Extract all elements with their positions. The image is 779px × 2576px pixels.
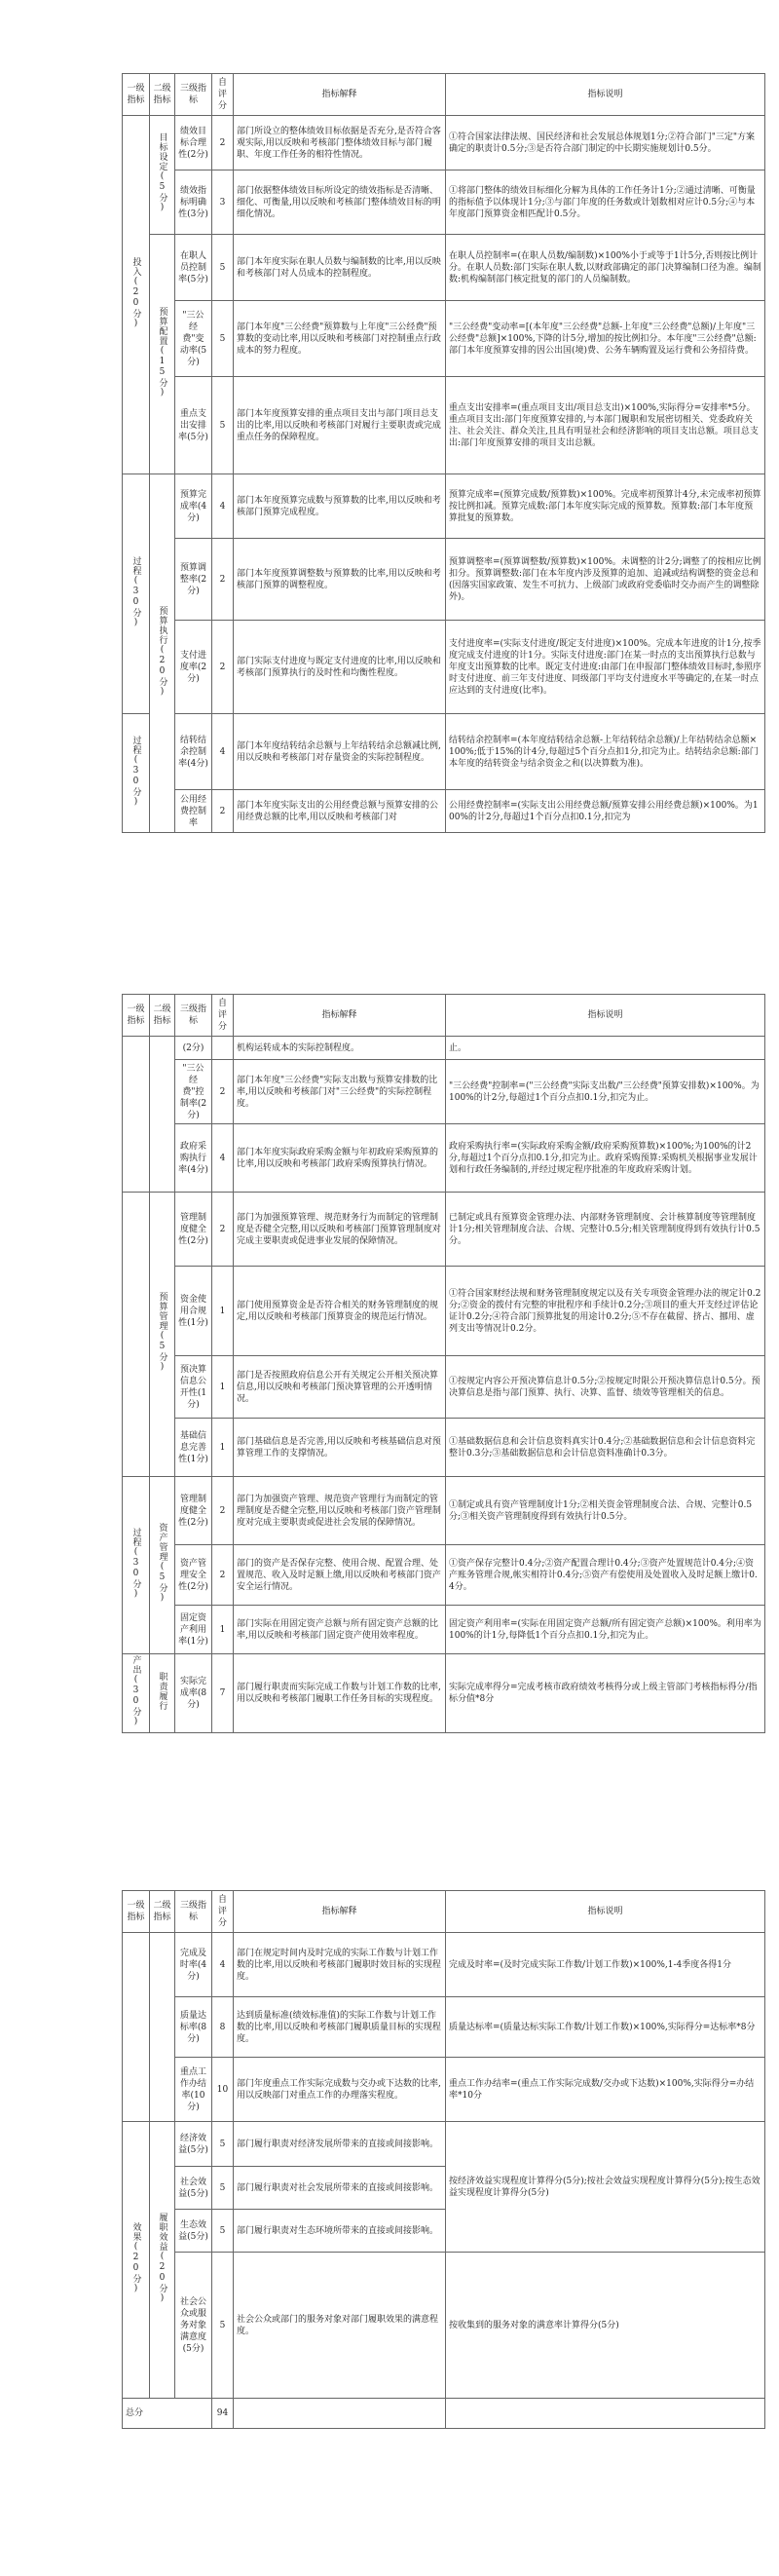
header-level2: 二级指标 — [150, 74, 175, 116]
score-cell: 5 — [212, 2122, 234, 2167]
total-explain — [234, 2399, 446, 2429]
level3-cell: 管理制度健全性(2分) — [175, 1477, 212, 1545]
explain-cell: 部门是否按照政府信息公开有关规定公开相关预决算信息,用以反映和考核部门预决算管理的公开透明情况。 — [234, 1356, 446, 1419]
table-row — [123, 2122, 765, 2167]
explain-cell: 部门依据整体绩效目标所设定的绩效指标是否清晰、细化、可衡量,用以反映和考核部门整体绩效目标的明细化情况。 — [234, 170, 446, 235]
header-explain: 指标解释 — [234, 995, 446, 1037]
explain-cell: 部门履行职责对生态环境所带来的直接或间接影响。 — [234, 2210, 446, 2253]
level3-cell: 管理制度健全性(2分) — [175, 1193, 212, 1267]
level2-cell: 预算执行(20分) — [150, 474, 175, 833]
table-row — [123, 301, 765, 377]
level3-cell: 资金使用合规性(1分) — [175, 1267, 212, 1356]
table-row — [123, 621, 765, 714]
explain-cell: 部门在规定时间内及时完成的实际工作数与计划工作数的比率,用以反映和考核部门履职时效目标的实现程度。 — [234, 1933, 446, 1997]
level1-cell — [123, 1933, 150, 2122]
desc-cell: 实际完成率得分=完成考核市政府绩效考核得分或上级主管部门考核指标得分/指标分值*8分 — [446, 1654, 765, 1733]
level2-cell: 目标设定(5分) — [150, 116, 175, 235]
score-cell: 4 — [212, 714, 234, 790]
desc-cell: 质量达标率=(质量达标实际工作数/计划工作数)×100%,实际得分=达标率*8分 — [446, 1997, 765, 2058]
level3-cell: 经济效益(5分) — [175, 2122, 212, 2167]
evaluation-table-2 — [122, 994, 765, 1733]
header-level3: 三级指标 — [175, 74, 212, 116]
level3-cell: 公用经费控制率 — [175, 790, 212, 833]
level3-cell: 预算完成率(4分) — [175, 474, 212, 539]
table-row — [123, 1267, 765, 1356]
table-row — [123, 1037, 765, 1060]
desc-cell: 重点工作办结率=(重点工作实际完成数/交办或下达数)×100%,实际得分=办结率*10分 — [446, 2058, 765, 2122]
explain-cell: 部门所设立的整体绩效目标依据是否充分,是否符合客观实际,用以反映和考核部门整体绩效目标与部门履职、年度工作任务的相符性情况。 — [234, 116, 446, 170]
table-row — [123, 1193, 765, 1267]
table-section-3 — [122, 1890, 764, 2429]
level3-cell: 重点工作办结率(10分) — [175, 2058, 212, 2122]
explain-cell: 部门使用预算资金是否符合相关的财务管理制度的规定,用以反映和考核部门预算资金的规范运行情况。 — [234, 1267, 446, 1356]
header-desc: 指标说明 — [446, 74, 765, 116]
table-row — [123, 2058, 765, 2122]
score-cell: 2 — [212, 790, 234, 833]
level1-cell: 产出(30分) — [123, 1654, 150, 1733]
desc-cell: 按经济效益实现程度计算得分(5分);按社会效益实现程度计算得分(5分);按生态效益实现程度计算得分(5分) — [446, 2122, 765, 2253]
table-row — [123, 377, 765, 474]
desc-cell: 政府采购执行率=(实际政府采购金额/政府采购预算数)×100%;为100%的计2分,每超过1个百分点扣0.1分,扣完为止。政府采购预算:采购机关根据事业发展计划和行政任务编制的,并经过规定程序批准的年度政府采购计划。 — [446, 1124, 765, 1193]
desc-cell: 预算完成率=(预算完成数/预算数)×100%。完成率初预算计4分,未完成率初预算按比例扣减。预算完成数:部门本年度实际完成的预算数。预算数:部门本年度预算批复的预算数。 — [446, 474, 765, 539]
evaluation-table-1 — [122, 73, 765, 833]
level3-cell: 资产管理安全性(2分) — [175, 1545, 212, 1606]
table-row — [123, 539, 765, 621]
header-level1: 一级指标 — [123, 74, 150, 116]
table-row — [123, 790, 765, 833]
table-row — [123, 1933, 765, 1997]
score-cell: 1 — [212, 1267, 234, 1356]
level3-cell: 社会公众或服务对象满意度(5分) — [175, 2253, 212, 2399]
desc-cell: 已制定或具有预算资金管理办法、内部财务管理制度、会计核算制度等管理制度计1分;相关管理制度合法、合规、完整计0.5分;相关管理制度得到有效执行计0.5分。 — [446, 1193, 765, 1267]
level1-cell: 过程(30分) — [123, 1477, 150, 1654]
score-cell: 5 — [212, 377, 234, 474]
level3-cell: 社会效益(5分) — [175, 2167, 212, 2210]
score-cell — [212, 1037, 234, 1060]
desc-cell: 重点支出安排率=(重点项目支出/项目总支出)×100%,实际得分=安排率*5分。重点项目支出:部门年度预算安排的,与本部门履职和发展密切相关、党委政府关注、社会关注、群众关注,且具有明显社会和经济影响的项目支出总额。项目总支出:部门年度预算安排的项目支出总额。 — [446, 377, 765, 474]
header-level2: 二级指标 — [150, 995, 175, 1037]
total-label: 总分 — [123, 2399, 212, 2429]
desc-cell: 固定资产利用率=(实际在用固定资产总额/所有固定资产总额)×100%。利用率为100%的计1分,每降低1个百分点扣0.1分,扣完为止。 — [446, 1606, 765, 1654]
header-score: 自评分 — [212, 74, 234, 116]
desc-cell: ①基础数据信息和会计信息资料真实计0.4分;②基础数据信息和会计信息资料完整计0.3分;③基础数据信息和会计信息资料准确计0.3分。 — [446, 1419, 765, 1477]
score-cell: 1 — [212, 1419, 234, 1477]
desc-cell: ①将部门整体的绩效目标细化分解为具体的工作任务计1分;②通过清晰、可衡量的指标值予以体现计1分;③与部门年度的任务数或计划数相对应计0.5分;④与本年度部门预算资金相匹配计0.5分。 — [446, 170, 765, 235]
table-row — [123, 714, 765, 790]
explain-cell: 部门本年度实际在职人员数与编制数的比率,用以反映和考核部门对人员成本的控制程度。 — [234, 235, 446, 301]
table-header-row — [123, 74, 765, 116]
header-score: 自评分 — [212, 1891, 234, 1933]
level3-cell: 生态效益(5分) — [175, 2210, 212, 2253]
header-level1: 一级指标 — [123, 1891, 150, 1933]
score-cell: 5 — [212, 2253, 234, 2399]
desc-cell: 完成及时率=(及时完成实际工作数/计划工作数)×100%,1-4季度各得1分 — [446, 1933, 765, 1997]
explain-cell: 部门本年度实际政府采购金额与年初政府采购预算的比率,用以反映和考核部门政府采购预算执行情况。 — [234, 1124, 446, 1193]
table-row — [123, 1654, 765, 1733]
explain-cell: 机构运转成本的实际控制程度。 — [234, 1037, 446, 1060]
level3-cell: 质量达标率(8分) — [175, 1997, 212, 2058]
table-section-1 — [122, 73, 764, 833]
level3-cell: 绩效目标合理性(2分) — [175, 116, 212, 170]
table-row — [123, 170, 765, 235]
score-cell: 10 — [212, 2058, 234, 2122]
total-desc — [446, 2399, 765, 2429]
score-cell: 4 — [212, 1124, 234, 1193]
evaluation-table-3 — [122, 1890, 765, 2429]
header-level2: 二级指标 — [150, 1891, 175, 1933]
level3-cell: 政府采购执行率(4分) — [175, 1124, 212, 1193]
explain-cell: 社会公众或部门的服务对象对部门履职效果的满意程度。 — [234, 2253, 446, 2399]
explain-cell: 部门本年度预算调整数与预算数的比率,用以反映和考核部门预算的调整程度。 — [234, 539, 446, 621]
table-header-row — [123, 995, 765, 1037]
score-cell: 2 — [212, 1545, 234, 1606]
level1-cell: 过程(30分) — [123, 474, 150, 714]
level3-cell: 支付进度率(2分) — [175, 621, 212, 714]
score-cell: 2 — [212, 539, 234, 621]
header-score: 自评分 — [212, 995, 234, 1037]
level3-cell: 固定资产利用率(1分) — [175, 1606, 212, 1654]
header-level1: 一级指标 — [123, 995, 150, 1037]
level1-cell: 效果(20分) — [123, 2122, 150, 2399]
level3-cell: 重点支出安排率(5分) — [175, 377, 212, 474]
level2-cell: 履职效益(20分) — [150, 2122, 175, 2399]
level3-cell: 实际完成率(8分) — [175, 1654, 212, 1733]
desc-cell: ①符合国家财经法规和财务管理制度规定以及有关专项资金管理办法的规定计0.2分;②资金的拨付有完整的审批程序和手续计0.2分;③项目的重大开支经过评估论证计0.2分;④符合部门预算批复的用途计0.2分;⑤不存在截留、挤占、挪用、虚列支出等情况计0.2分。 — [446, 1267, 765, 1356]
score-cell: 5 — [212, 301, 234, 377]
table-row — [123, 235, 765, 301]
table-row — [123, 474, 765, 539]
explain-cell: 部门本年度"三公经费"实际支出数与预算安排数的比率,用以反映和考核部门对"三公经费"的实际控制程度。 — [234, 1060, 446, 1124]
level2-cell: 预算配置(15分) — [150, 235, 175, 474]
level1-cell — [123, 1037, 150, 1193]
explain-cell: 部门履行职责而实际完成工作数与计划工作数的比率,用以反映和考核部门履职工作任务目标的实现程度。 — [234, 1654, 446, 1733]
desc-cell: 结转结余控制率=(本年度结转结余总额-上年结转结余总额)/上年结转结余总额×100%;低于15%的计4分,每超过5个百分点扣1分,扣完为止。结转结余总额:部门本年度的结转资金与结余资金之和(以决算数为准)。 — [446, 714, 765, 790]
table-row — [123, 1997, 765, 2058]
desc-cell: 止。 — [446, 1037, 765, 1060]
desc-cell: "三公经费"变动率=[(本年度"三公经费"总额-上年度"三公经费"总额)/上年度"三公经费"总额]×100%,下降的计5分,增加的按比例扣分。本年度"三公经费"总额:部门本年度预算安排的因公出国(境)费、公务车辆购置及运行费和公务招待费。 — [446, 301, 765, 377]
level3-cell: 基础信息完善性(1分) — [175, 1419, 212, 1477]
level3-cell: "三公经费"控制率(2分) — [175, 1060, 212, 1124]
table-header-row — [123, 1891, 765, 1933]
level3-cell: 结转结余控制率(4分) — [175, 714, 212, 790]
explain-cell: 部门年度重点工作实际完成数与交办或下达数的比率,用以反映部门对重点工作的办理落实程度。 — [234, 2058, 446, 2122]
desc-cell: 支付进度率=(实际支付进度/既定支付进度)×100%。完成本年进度的计1分,按季度完成支付进度的计1分。实际支付进度:部门在某一时点的支出预算执行总数与年度支出预算数的比率。既定支付进度:由部门在申报部门整体绩效目标时,参照序时支付进度、前三年支付进度、同级部门平均支付进度水平等确定的,在某一时点应达到的支付进度(比率)。 — [446, 621, 765, 714]
desc-cell: ①制定或具有资产管理制度计1分;②相关资金管理制度合法、合规、完整计0.5分;③相关资产管理制度得到有效执行计0.5分。 — [446, 1477, 765, 1545]
header-level3: 三级指标 — [175, 1891, 212, 1933]
table-row — [123, 116, 765, 170]
desc-cell: ①按规定内容公开预决算信息计0.5分;②按规定时限公开预决算信息计0.5分。预决算信息是指与部门预算、执行、决算、监督、绩效等管理相关的信息。 — [446, 1356, 765, 1419]
explain-cell: 部门基础信息是否完善,用以反映和考核基础信息对预算管理工作的支撑情况。 — [234, 1419, 446, 1477]
score-cell: 5 — [212, 2167, 234, 2210]
explain-cell: 部门实际支付进度与既定支付进度的比率,用以反映和考核部门预算执行的及时性和均衡性程度。 — [234, 621, 446, 714]
explain-cell: 部门本年度预算完成数与预算数的比率,用以反映和考核部门预算完成程度。 — [234, 474, 446, 539]
level3-cell: (2分) — [175, 1037, 212, 1060]
level2-cell: 预算管理(5分) — [150, 1193, 175, 1477]
explain-cell: 部门的资产是否保存完整、使用合规、配置合理、处置规范、收入及时足额上缴,用以反映和考核部门资产安全运行情况。 — [234, 1545, 446, 1606]
level3-cell: 预决算信息公开性(1分) — [175, 1356, 212, 1419]
score-cell: 2 — [212, 1477, 234, 1545]
explain-cell: 部门为加强资产管理、规范资产管理行为而制定的管理制度是否健全完整,用以反映和考核部门资产管理制度对完成主要职责或促进社会发展的保障情况。 — [234, 1477, 446, 1545]
level1-cell-cont: 过程(30分) — [123, 714, 150, 833]
score-cell: 2 — [212, 621, 234, 714]
level3-cell: 绩效指标明确性(3分) — [175, 170, 212, 235]
level3-cell: 完成及时率(4分) — [175, 1933, 212, 1997]
header-desc: 指标说明 — [446, 1891, 765, 1933]
explain-cell: 部门履行职责对社会发展所带来的直接或间接影响。 — [234, 2167, 446, 2210]
table-row — [123, 1356, 765, 1419]
desc-cell: 在职人员控制率=(在职人员数/编制数)×100%小于或等于1计5分,否则按比例计分。在职人员数:部门实际在职人数,以财政部确定的部门决算编制口径为准。编制数:机构编制部门核定批复的部门的人员编制数。 — [446, 235, 765, 301]
header-level3: 三级指标 — [175, 995, 212, 1037]
score-cell: 2 — [212, 1193, 234, 1267]
table-row — [123, 1124, 765, 1193]
explain-cell: 部门本年度预算安排的重点项目支出与部门项目总支出的比率,用以反映和考核部门对履行主要职责或完成重点任务的保障程度。 — [234, 377, 446, 474]
level2-cell: 资产管理(5分) — [150, 1477, 175, 1654]
score-cell: 2 — [212, 1060, 234, 1124]
explain-cell: 部门本年度实际支出的公用经费总额与预算安排的公用经费总额的比率,用以反映和考核部门对 — [234, 790, 446, 833]
desc-cell: 预算调整率=(预算调整数/预算数)×100%。未调整的计2分;调整了的按相应比例扣分。预算调整数:部门在本年度内涉及预算的追加、追减或结构调整的资金总和(因落实国家政策、发生不可抗力、上级部门或政府党委临时交办而产生的调整除外)。 — [446, 539, 765, 621]
table-row — [123, 1419, 765, 1477]
explain-cell: 部门实际在用固定资产总额与所有固定资产总额的比率,用以反映和考核部门固定资产使用效率程度。 — [234, 1606, 446, 1654]
score-cell: 1 — [212, 1356, 234, 1419]
level1-cell: 投入(20分) — [123, 116, 150, 474]
level3-cell: 在职人员控制率(5分) — [175, 235, 212, 301]
header-explain: 指标解释 — [234, 1891, 446, 1933]
level2-cell: 职责履行 — [150, 1654, 175, 1733]
score-cell: 8 — [212, 1997, 234, 2058]
total-score: 94 — [212, 2399, 234, 2429]
desc-cell: 按收集到的服务对象的满意率计算得分(5分) — [446, 2253, 765, 2399]
level3-cell: 预算调整率(2分) — [175, 539, 212, 621]
score-cell: 3 — [212, 170, 234, 235]
desc-cell: 公用经费控制率=(实际支出公用经费总额/预算安排公用经费总额)×100%。为100%的计2分,每超过1个百分点扣0.1分,扣完为 — [446, 790, 765, 833]
score-cell: 1 — [212, 1606, 234, 1654]
header-explain: 指标解释 — [234, 74, 446, 116]
score-cell: 2 — [212, 116, 234, 170]
explain-cell: 达到质量标准(绩效标准值)的实际工作数与计划工作数的比率,用以反映和考核部门履职质量目标的实现程度。 — [234, 1997, 446, 2058]
level3-cell: "三公经费"变动率(5分) — [175, 301, 212, 377]
desc-cell: "三公经费"控制率=("三公经费"实际支出数/"三公经费"预算安排数)×100%。为100%的计2分,每超过1个百分点扣0.1分,扣完为止。 — [446, 1060, 765, 1124]
score-cell: 7 — [212, 1654, 234, 1733]
table-row — [123, 1477, 765, 1545]
level2-cell — [150, 1933, 175, 2122]
explain-cell: 部门履行职责对经济发展所带来的直接或间接影响。 — [234, 2122, 446, 2167]
explain-cell: 部门本年度"三公经费"预算数与上年度"三公经费"预算数的变动比率,用以反映和考核部门对控制重点行政成本的努力程度。 — [234, 301, 446, 377]
level2-cell — [150, 1037, 175, 1193]
table-section-2 — [122, 994, 764, 1733]
level1-cell — [123, 1193, 150, 1477]
score-cell: 5 — [212, 2210, 234, 2253]
desc-cell: ①资产保存完整计0.4分;②资产配置合理计0.4分;③资产处置规范计0.4分;④资产账务管理合规,帐实相符计0.4分;⑤资产有偿使用及处置收入及时足额上缴计0.4分。 — [446, 1545, 765, 1606]
table-row — [123, 1060, 765, 1124]
score-cell: 4 — [212, 474, 234, 539]
table-row — [123, 1606, 765, 1654]
score-cell: 4 — [212, 1933, 234, 1997]
table-row — [123, 1545, 765, 1606]
explain-cell: 部门为加强预算管理、规范财务行为而制定的管理制度是否健全完整,用以反映和考核部门预算管理制度对完成主要职责或促进事业发展的保障情况。 — [234, 1193, 446, 1267]
explain-cell: 部门本年度结转结余总额与上年结转结余总额减比例,用以反映和考核部门对存量资金的实际控制程度。 — [234, 714, 446, 790]
header-desc: 指标说明 — [446, 995, 765, 1037]
table-row — [123, 2253, 765, 2399]
desc-cell: ①符合国家法律法规、国民经济和社会发展总体规划1分;②符合部门"三定"方案确定的职责计0.5分;③是否符合部门制定的中长期实施规划计0.5分。 — [446, 116, 765, 170]
total-row — [123, 2399, 765, 2429]
score-cell: 5 — [212, 235, 234, 301]
